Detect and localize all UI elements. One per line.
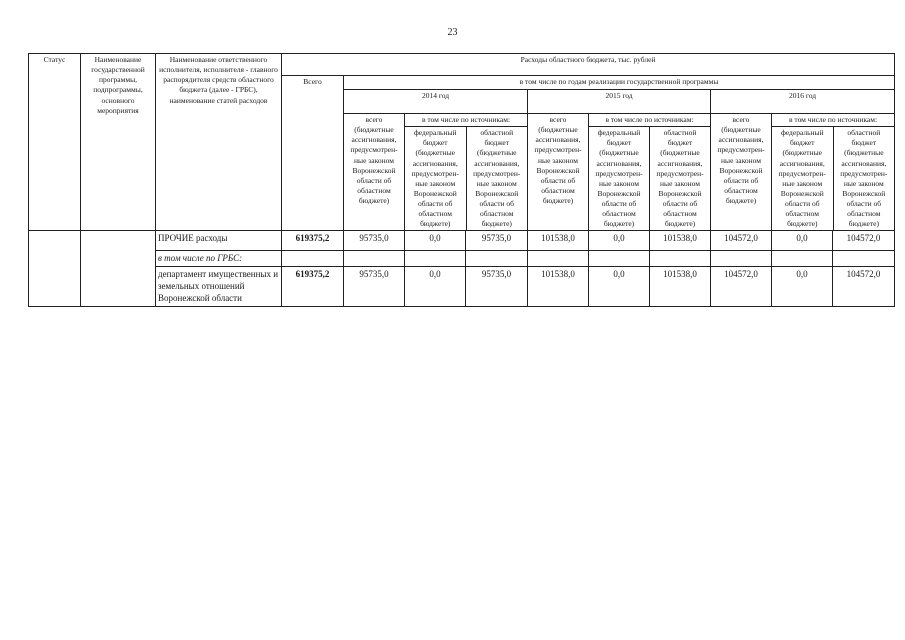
header-year-2014: 2014 год [344, 90, 528, 114]
cell-2016-federal: 0,0 [772, 266, 833, 306]
header-by-sources-2016: в том числе по источникам: [772, 114, 894, 127]
header-all-2015: всего (бюджетные ассигнования, предусмотрен-ные законом Воронежской области об областном бюджете) [528, 114, 589, 231]
header-year-2016: 2016 год [711, 90, 895, 114]
cell-2014-regional: 95735,0 [466, 231, 528, 251]
header-year-2015: 2015 год [528, 90, 711, 114]
header-sources-2014 [405, 114, 528, 231]
header-all-2014: всего (бюджетные ассигнования, предусмотрен-ные законом Воронежской области об областном бюджете) [344, 114, 405, 231]
header-expenses: Расходы областного бюджета, тыс. рублей [282, 54, 895, 76]
page-number: 23 [447, 27, 458, 38]
header-regional-2014: областной бюджет (бюджетные ассигнования, предусмотрен-ные законом Воронежской области об областном бюджете) [473, 128, 521, 229]
row-label: департамент имущественных и земельных отношений Воронежской области [156, 266, 282, 306]
header-federal-2016: федеральный бюджет (бюджетные ассигнования, предусмотрен-ные законом Воронежской области об областном бюджете) [772, 127, 834, 230]
header-sources-2015 [589, 114, 711, 231]
header-executor-name: Наименование ответственного исполнителя, исполнителя - главного распорядителя средств областного бюджета (далее - ГРБС), наименование статей расходов [156, 54, 282, 231]
cell-2015-federal: 0,0 [589, 266, 650, 306]
header-federal-2015: федеральный бюджет (бюджетные ассигнования, предусмотрен-ные законом Воронежской области об областном бюджете) [589, 127, 650, 230]
cell-2015-all: 101538,0 [528, 231, 589, 251]
cell-total: 619375,2 [282, 266, 344, 306]
table-row [29, 231, 895, 251]
header-total: Всего [282, 76, 344, 231]
cell-total: 619375,2 [282, 231, 344, 251]
cell-2016-regional: 104572,0 [833, 231, 895, 251]
header-federal-2014: федеральный бюджет (бюджетные ассигнования, предусмотрен-ные законом Воронежской области об областном бюджете) [405, 127, 467, 230]
table-row [29, 251, 895, 266]
cell-2014-regional: 95735,0 [466, 266, 528, 306]
row-label: ПРОЧИЕ расходы [156, 231, 282, 251]
header-status: Статус [29, 54, 81, 231]
header-by-sources-2015: в том числе по источникам: [589, 114, 710, 127]
budget-table [28, 53, 895, 307]
cell-2014-all: 95735,0 [344, 266, 405, 306]
cell-2015-regional: 101538,0 [650, 266, 711, 306]
header-by-sources-2014: в том числе по источникам: [405, 114, 527, 127]
row-label: в том числе по ГРБС: [156, 251, 282, 266]
cell-status [29, 231, 81, 306]
header-regional-2015: областной бюджет (бюджетные ассигнования, предусмотрен-ные законом Воронежской области об областном бюджете) [656, 128, 704, 229]
cell-2016-all: 104572,0 [711, 266, 772, 306]
cell-2016-all: 104572,0 [711, 231, 772, 251]
cell-program [81, 231, 156, 306]
header-program-name: Наименование государственной программы, подпрограммы, основного мероприятия [81, 54, 156, 231]
cell-2016-federal: 0,0 [772, 231, 833, 251]
cell-2014-federal: 0,0 [405, 266, 466, 306]
header-regional-2016: областной бюджет (бюджетные ассигнования, предусмотрен-ные законом Воронежской области об областном бюджете) [840, 128, 888, 229]
cell-2014-federal: 0,0 [405, 231, 466, 251]
cell-2015-federal: 0,0 [589, 231, 650, 251]
cell-2014-all: 95735,0 [344, 231, 405, 251]
cell-2015-regional: 101538,0 [650, 231, 711, 251]
header-by-years: в том числе по годам реализации государственной программы [344, 76, 895, 90]
cell-2015-all: 101538,0 [528, 266, 589, 306]
cell-2016-regional: 104572,0 [833, 266, 895, 306]
table-row [29, 266, 895, 306]
header-sources-2016 [772, 114, 895, 231]
header-all-2016: всего (бюджетные ассигнования, предусмотрен-ные законом Воронежской области об областном бюджете) [711, 114, 772, 231]
